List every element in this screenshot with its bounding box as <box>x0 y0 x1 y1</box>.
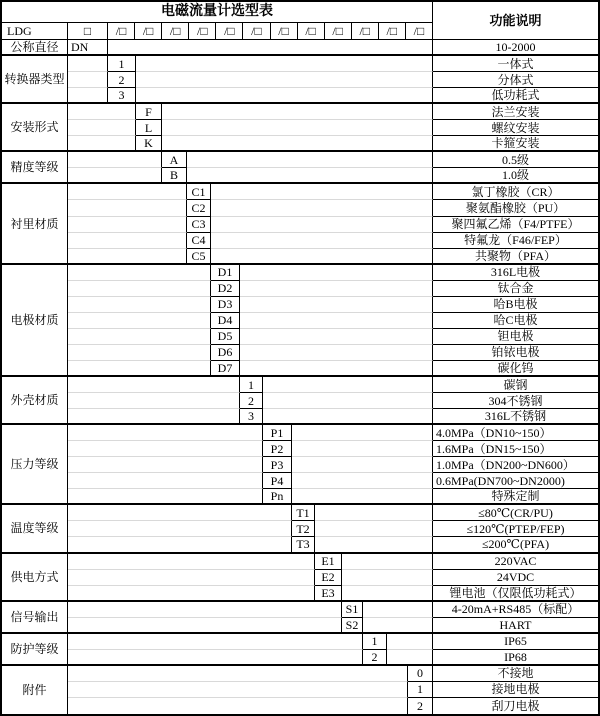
empty-cell <box>68 505 292 521</box>
empty-cell <box>363 602 433 618</box>
model-slot: /□ <box>243 23 270 39</box>
empty-cell <box>292 457 433 473</box>
empty-cell <box>68 650 363 666</box>
option-code: E3 <box>315 586 342 602</box>
option-description: 哈B电极 <box>433 297 598 313</box>
option-code: P1 <box>263 425 292 441</box>
empty-cell <box>387 634 433 650</box>
empty-cell <box>263 393 433 409</box>
option-description: 钛合金 <box>433 281 598 297</box>
empty-cell <box>292 425 433 441</box>
empty-cell <box>68 217 187 233</box>
option-code: K <box>136 136 162 152</box>
option-code: 1 <box>408 682 433 698</box>
option-code: 3 <box>240 409 263 425</box>
model-slot: /□ <box>189 23 216 39</box>
option-code: F <box>136 104 162 120</box>
option-code: D6 <box>211 345 240 361</box>
option-code: D3 <box>211 297 240 313</box>
option-code: C2 <box>187 200 211 216</box>
table-title: 电磁流量计选型表 <box>2 2 433 23</box>
option-code: 0 <box>408 666 433 682</box>
empty-cell <box>342 586 433 602</box>
model-slot: /□ <box>352 23 379 39</box>
option-code: C5 <box>187 249 211 265</box>
empty-cell <box>68 537 292 553</box>
option-description: 不接地 <box>433 666 598 682</box>
empty-cell <box>342 570 433 586</box>
model-slot: /□ <box>325 23 352 39</box>
option-description: 4-20mA+RS485（标配） <box>433 602 598 618</box>
empty-cell <box>162 120 433 136</box>
empty-cell <box>68 473 263 489</box>
empty-cell <box>68 168 162 184</box>
empty-cell <box>387 650 433 666</box>
empty-cell <box>211 200 433 216</box>
model-slot: /□ <box>379 23 406 39</box>
option-code: P4 <box>263 473 292 489</box>
option-code: P2 <box>263 441 292 457</box>
option-code: 2 <box>363 650 387 666</box>
empty-cell <box>68 345 211 361</box>
option-description: 0.6MPa(DN700~DN2000) <box>433 473 598 489</box>
model-first-box: □ <box>68 23 108 40</box>
empty-cell <box>68 104 136 120</box>
model-slot: /□ <box>271 23 298 39</box>
empty-cell <box>68 72 108 88</box>
empty-cell <box>240 345 433 361</box>
model-prefix: LDG <box>2 23 68 40</box>
option-code: D7 <box>211 361 240 377</box>
empty-cell <box>240 313 433 329</box>
option-description: 220VAC <box>433 554 598 570</box>
empty-cell <box>68 200 187 216</box>
empty-cell <box>292 489 433 505</box>
empty-cell <box>68 265 211 281</box>
empty-cell <box>315 537 433 553</box>
option-description: 低功耗式 <box>433 88 598 104</box>
empty-cell <box>68 618 342 634</box>
option-code: 1 <box>363 634 387 650</box>
empty-cell <box>211 249 433 265</box>
option-code: 2 <box>408 698 433 714</box>
category-label: 外壳材质 <box>2 377 68 425</box>
empty-cell <box>68 249 187 265</box>
empty-cell <box>68 136 136 152</box>
empty-cell <box>68 698 408 714</box>
option-description: 1.0级 <box>433 168 598 184</box>
option-description: 碳化钨 <box>433 361 598 377</box>
model-slot: /□ <box>298 23 325 39</box>
empty-cell <box>68 586 315 602</box>
option-description: ≤80℃(CR/PU) <box>433 505 598 521</box>
empty-cell <box>68 666 408 682</box>
option-description: ≤120℃(PTEP/FEP) <box>433 521 598 537</box>
option-description: 0.5级 <box>433 152 598 168</box>
option-code: D2 <box>211 281 240 297</box>
option-code: D5 <box>211 329 240 345</box>
option-description: ≤200℃(PFA) <box>433 537 598 553</box>
option-description: 接地电极 <box>433 682 598 698</box>
option-description: 螺纹安装 <box>433 120 598 136</box>
empty-cell <box>68 88 108 104</box>
empty-cell <box>68 281 211 297</box>
option-description: HART <box>433 618 598 634</box>
empty-cell <box>68 313 211 329</box>
option-description: 法兰安装 <box>433 104 598 120</box>
option-code: E2 <box>315 570 342 586</box>
category-label: 安装形式 <box>2 104 68 152</box>
option-description: 特氟龙（F46/FEP） <box>433 233 598 249</box>
empty-cell <box>315 521 433 537</box>
category-label: 压力等级 <box>2 425 68 505</box>
option-description: IP68 <box>433 650 598 666</box>
empty-cell <box>68 377 240 393</box>
option-description: 316L电极 <box>433 265 598 281</box>
empty-cell <box>240 281 433 297</box>
model-slots <box>108 23 433 40</box>
empty-cell <box>211 184 433 200</box>
empty-cell <box>68 361 211 377</box>
empty-cell <box>68 425 263 441</box>
empty-cell <box>162 104 433 120</box>
option-description: 1.0MPa（DN200~DN600） <box>433 457 598 473</box>
option-description: 卡箍安装 <box>433 136 598 152</box>
option-code: 1 <box>108 56 136 72</box>
empty-cell <box>108 40 433 56</box>
empty-cell <box>187 168 433 184</box>
option-code: Pn <box>263 489 292 505</box>
option-description: 24VDC <box>433 570 598 586</box>
empty-cell <box>68 409 240 425</box>
option-description: 刮刀电极 <box>491 698 540 713</box>
option-code: T2 <box>292 521 315 537</box>
option-description: 一体式 <box>433 56 598 72</box>
category-label: 温度等级 <box>2 505 68 553</box>
option-code: C4 <box>187 233 211 249</box>
empty-cell <box>68 184 187 200</box>
option-code: E1 <box>315 554 342 570</box>
empty-cell <box>240 265 433 281</box>
empty-cell <box>68 457 263 473</box>
empty-cell <box>68 120 136 136</box>
option-description: 特殊定制 <box>433 489 598 505</box>
option-description: IP65 <box>433 634 598 650</box>
option-description: 304不锈钢 <box>433 393 598 409</box>
empty-cell <box>263 409 433 425</box>
category-label: 附件 <box>2 666 68 714</box>
option-description: 1.6MPa（DN15~150） <box>433 441 598 457</box>
category-label: 精度等级 <box>2 152 68 184</box>
empty-cell <box>240 297 433 313</box>
empty-cell <box>68 554 315 570</box>
model-slot: /□ <box>413 24 425 38</box>
model-slot: /□ <box>216 23 243 39</box>
option-description: 聚氨酯橡胶（PU） <box>433 200 598 216</box>
empty-cell <box>211 217 433 233</box>
option-code: T1 <box>292 505 315 521</box>
option-code: S1 <box>342 602 363 618</box>
option-code: A <box>162 152 187 168</box>
option-description: 钽电极 <box>433 329 598 345</box>
empty-cell <box>68 152 162 168</box>
option-description: 铂铱电极 <box>433 345 598 361</box>
empty-cell <box>211 233 433 249</box>
empty-cell <box>68 233 187 249</box>
empty-cell <box>342 554 433 570</box>
option-code: L <box>136 120 162 136</box>
empty-cell <box>292 473 433 489</box>
empty-cell <box>68 634 363 650</box>
option-code: C3 <box>187 217 211 233</box>
option-description: 分体式 <box>433 72 598 88</box>
option-code: 1 <box>240 377 263 393</box>
option-code: D1 <box>211 265 240 281</box>
option-code: 2 <box>108 72 136 88</box>
empty-cell <box>136 72 433 88</box>
model-slot: /□ <box>135 23 162 39</box>
empty-cell <box>136 88 433 104</box>
option-description: 4.0MPa（DN10~150） <box>433 425 598 441</box>
option-code: C1 <box>187 184 211 200</box>
option-code: T3 <box>292 537 315 553</box>
empty-cell <box>162 136 433 152</box>
empty-cell <box>68 521 292 537</box>
category-label: 信号输出 <box>2 602 68 634</box>
empty-cell <box>68 570 315 586</box>
category-label: 防护等级 <box>2 634 68 666</box>
empty-cell <box>187 152 433 168</box>
category-label: 电极材质 <box>2 265 68 377</box>
function-column-header: 功能说明 <box>433 2 598 40</box>
option-code: P3 <box>263 457 292 473</box>
empty-cell <box>68 56 108 72</box>
model-slot: /□ <box>108 23 135 39</box>
option-code: D4 <box>211 313 240 329</box>
option-code: 2 <box>240 393 263 409</box>
option-code: 3 <box>108 88 136 104</box>
empty-cell <box>68 441 263 457</box>
option-code: B <box>162 168 187 184</box>
empty-cell <box>68 682 408 698</box>
option-description: 碳钢 <box>433 377 598 393</box>
empty-cell <box>292 441 433 457</box>
empty-cell <box>315 505 433 521</box>
option-description: 聚四氟乙烯（F4/PTFE） <box>433 217 598 233</box>
option-description: 哈C电极 <box>433 313 598 329</box>
category-label: 公称直径 <box>2 40 68 56</box>
option-description: 锂电池（仅限低功耗式） <box>433 586 598 602</box>
category-label: 供电方式 <box>2 554 68 602</box>
category-label: 转换器类型 <box>2 56 68 104</box>
empty-cell <box>263 377 433 393</box>
option-description: 10-2000 <box>433 40 598 56</box>
model-slot: /□ <box>162 23 189 39</box>
option-description: 316L不锈钢 <box>433 409 598 425</box>
empty-cell <box>136 56 433 72</box>
empty-cell <box>68 393 240 409</box>
category-label: 衬里材质 <box>2 184 68 264</box>
option-description: 共聚物（PFA） <box>433 249 598 265</box>
empty-cell <box>68 297 211 313</box>
empty-cell <box>68 329 211 345</box>
empty-cell <box>68 602 342 618</box>
option-code: DN <box>68 40 108 56</box>
option-description: 氯丁橡胶（CR） <box>433 184 598 200</box>
empty-cell <box>68 489 263 505</box>
empty-cell <box>363 618 433 634</box>
option-code: S2 <box>342 618 363 634</box>
empty-cell <box>240 361 433 377</box>
empty-cell <box>240 329 433 345</box>
